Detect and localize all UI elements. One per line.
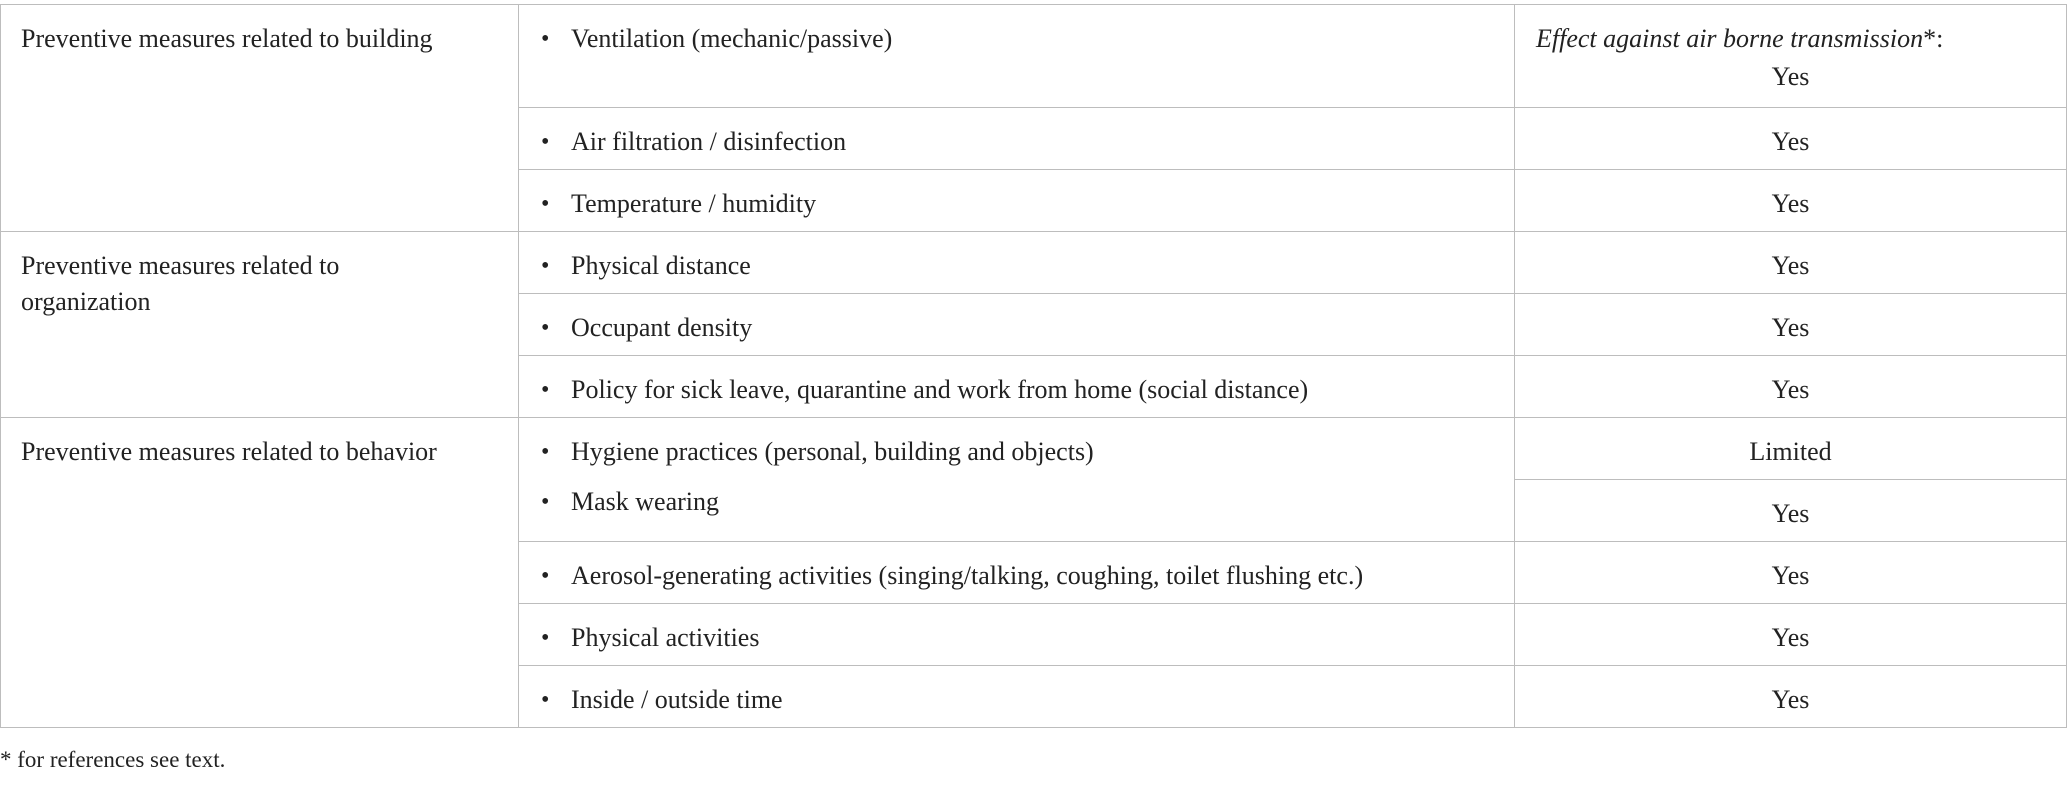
measure-item: • Mask wearing — [539, 484, 1494, 520]
table-row — [1, 5, 2067, 108]
measure-cell — [519, 542, 1515, 604]
effect-header-label: Effect against air borne transmission — [1536, 24, 1924, 53]
measure-item: • Temperature / humidity — [539, 186, 1494, 222]
effect-value: Yes — [1515, 356, 2067, 418]
measure-item: • Air filtration / disinfection — [539, 124, 1494, 160]
category-cell: Preventive measures related to building — [1, 5, 519, 232]
effect-value: Limited — [1515, 418, 2067, 480]
category-cell: Preventive measures related to behavior — [1, 418, 519, 728]
measure-item: • Aerosol-generating activities (singing/talking, coughing, toilet flushing etc.) — [539, 558, 1494, 594]
effect-value: Yes — [1515, 604, 2067, 666]
effect-value: Yes — [1515, 542, 2067, 604]
measure-item: • Hygiene practices (personal, building and objects) — [539, 434, 1494, 470]
table-row — [1, 232, 2067, 294]
effect-value: Yes — [1515, 480, 2067, 542]
measure-cell — [519, 294, 1515, 356]
measure-item: • Policy for sick leave, quarantine and work from home (social distance) — [539, 372, 1494, 408]
measure-cell — [519, 356, 1515, 418]
table-footnote: * for references see text. — [0, 747, 226, 772]
category-cell: Preventive measures related to organization — [1, 232, 519, 418]
measure-cell — [519, 666, 1515, 728]
measure-item: • Physical activities — [539, 620, 1494, 656]
effect-value: Yes — [1515, 666, 2067, 728]
measure-item: • Occupant density — [539, 310, 1494, 346]
measure-item: • Ventilation (mechanic/passive) — [539, 21, 1494, 57]
effect-value: Yes — [1515, 108, 2067, 170]
measure-item: • Inside / outside time — [539, 682, 1494, 718]
measure-item: • Physical distance — [539, 248, 1494, 284]
table-row — [1, 418, 2067, 480]
effect-cell — [1515, 5, 2067, 108]
measure-cell — [519, 5, 1515, 108]
measure-cell — [519, 604, 1515, 666]
effect-header — [1525, 21, 2056, 57]
effect-header-suffix: *: — [1923, 24, 1944, 53]
effect-value: Yes — [1771, 62, 1810, 91]
effect-value: Yes — [1515, 294, 2067, 356]
measure-cell — [519, 170, 1515, 232]
measure-cell — [519, 108, 1515, 170]
effect-value: Yes — [1515, 232, 2067, 294]
measure-cell — [519, 232, 1515, 294]
effect-value: Yes — [1515, 170, 2067, 232]
measure-cell — [519, 418, 1515, 542]
preventive-measures-table — [0, 4, 2067, 728]
